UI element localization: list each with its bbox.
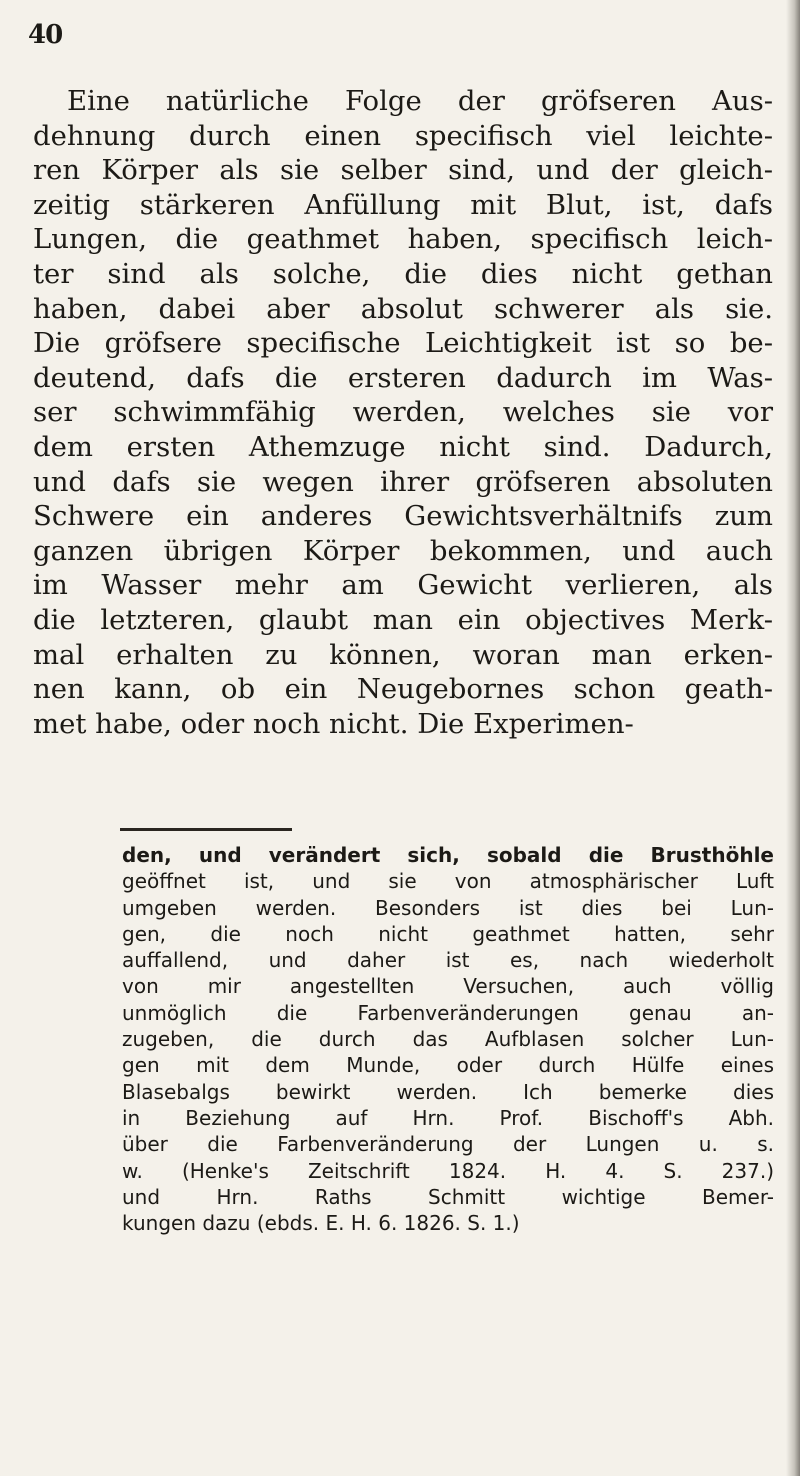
footnote-line: gen, die noch nicht geathmet hatten, sehr <box>122 921 774 946</box>
text-line: met habe, oder noch nicht. Die Experimen- <box>33 707 634 740</box>
footnote-line: und Hrn. Raths Schmitt wichtige Bemer- <box>122 1184 774 1209</box>
footnote-line: zugeben, die durch das Aufblasen solcher Lun- <box>122 1027 774 1052</box>
footnote-line: den, und verändert sich, sobald die Brusthöhle <box>122 843 774 867</box>
page-edge-shadow <box>786 0 800 1476</box>
text-line: im Wasser mehr am Gewicht verlieren, als <box>33 569 773 602</box>
page-number: 40 <box>28 20 63 50</box>
text-line: deutend, dafs die ersteren dadurch im Was- <box>33 361 773 394</box>
text-line: nen kann, ob ein Neugebornes schon geath- <box>33 673 773 706</box>
text-line: ganzen übrigen Körper bekommen, und auch <box>33 534 773 567</box>
text-line: ren Körper als sie selber sind, und der gleich- <box>33 154 773 187</box>
text-line: ser schwimmfähig werden, welches sie vor <box>33 396 773 429</box>
text-line: Schwere ein anderes Gewichtsverhältnifs zum <box>33 500 773 533</box>
text-line: ter sind als solche, die dies nicht gethan <box>33 257 773 290</box>
footnote-line: umgeben werden. Besonders ist dies bei Lun- <box>122 895 774 920</box>
text-line: mal erhalten zu können, woran man erken- <box>33 638 773 671</box>
footnote-line: unmöglich die Farbenveränderungen genau an- <box>122 1000 774 1025</box>
footnote-line: geöffnet ist, und sie von atmosphärischer Luft <box>122 869 774 894</box>
footnote-line: kungen dazu (ebds. E. H. 6. 1826. S. 1.) <box>122 1211 520 1236</box>
footnote-line: über die Farbenveränderung der Lungen u. s. <box>122 1132 774 1157</box>
text-line: und dafs sie wegen ihrer gröfseren absoluten <box>33 465 773 498</box>
footnote-line: von mir angestellten Versuchen, auch völlig <box>122 974 774 999</box>
footnote-divider <box>120 828 292 831</box>
footnote-line: auffallend, und daher ist es, nach wiederholt <box>122 948 774 973</box>
text-line: dem ersten Athemzuge nicht sind. Dadurch, <box>33 430 773 463</box>
text-line: Lungen, die geathmet haben, specifisch leich- <box>33 223 773 256</box>
footnote-block <box>122 842 774 1236</box>
footnote-line: in Beziehung auf Hrn. Prof. Bischoff's Abh. <box>122 1105 774 1130</box>
text-line: dehnung durch einen specifisch viel leichte- <box>33 119 773 152</box>
main-paragraph <box>33 84 773 741</box>
text-line: Die gröfsere specifische Leichtigkeit ist so be- <box>33 327 773 360</box>
footnote-line: Blasebalgs bewirkt werden. Ich bemerke dies <box>122 1079 774 1104</box>
footnote-line: gen mit dem Munde, oder durch Hülfe eines <box>122 1053 774 1078</box>
text-line: zeitig stärkeren Anfüllung mit Blut, ist, dafs <box>33 188 773 221</box>
footnote-line: w. (Henke's Zeitschrift 1824. H. 4. S. 237.) <box>122 1158 774 1183</box>
text-line: haben, dabei aber absolut schwerer als sie. <box>33 292 773 325</box>
text-line: die letzteren, glaubt man ein objectives Merk- <box>33 603 773 636</box>
text-line: Eine natürliche Folge der gröfseren Aus- <box>67 85 773 117</box>
